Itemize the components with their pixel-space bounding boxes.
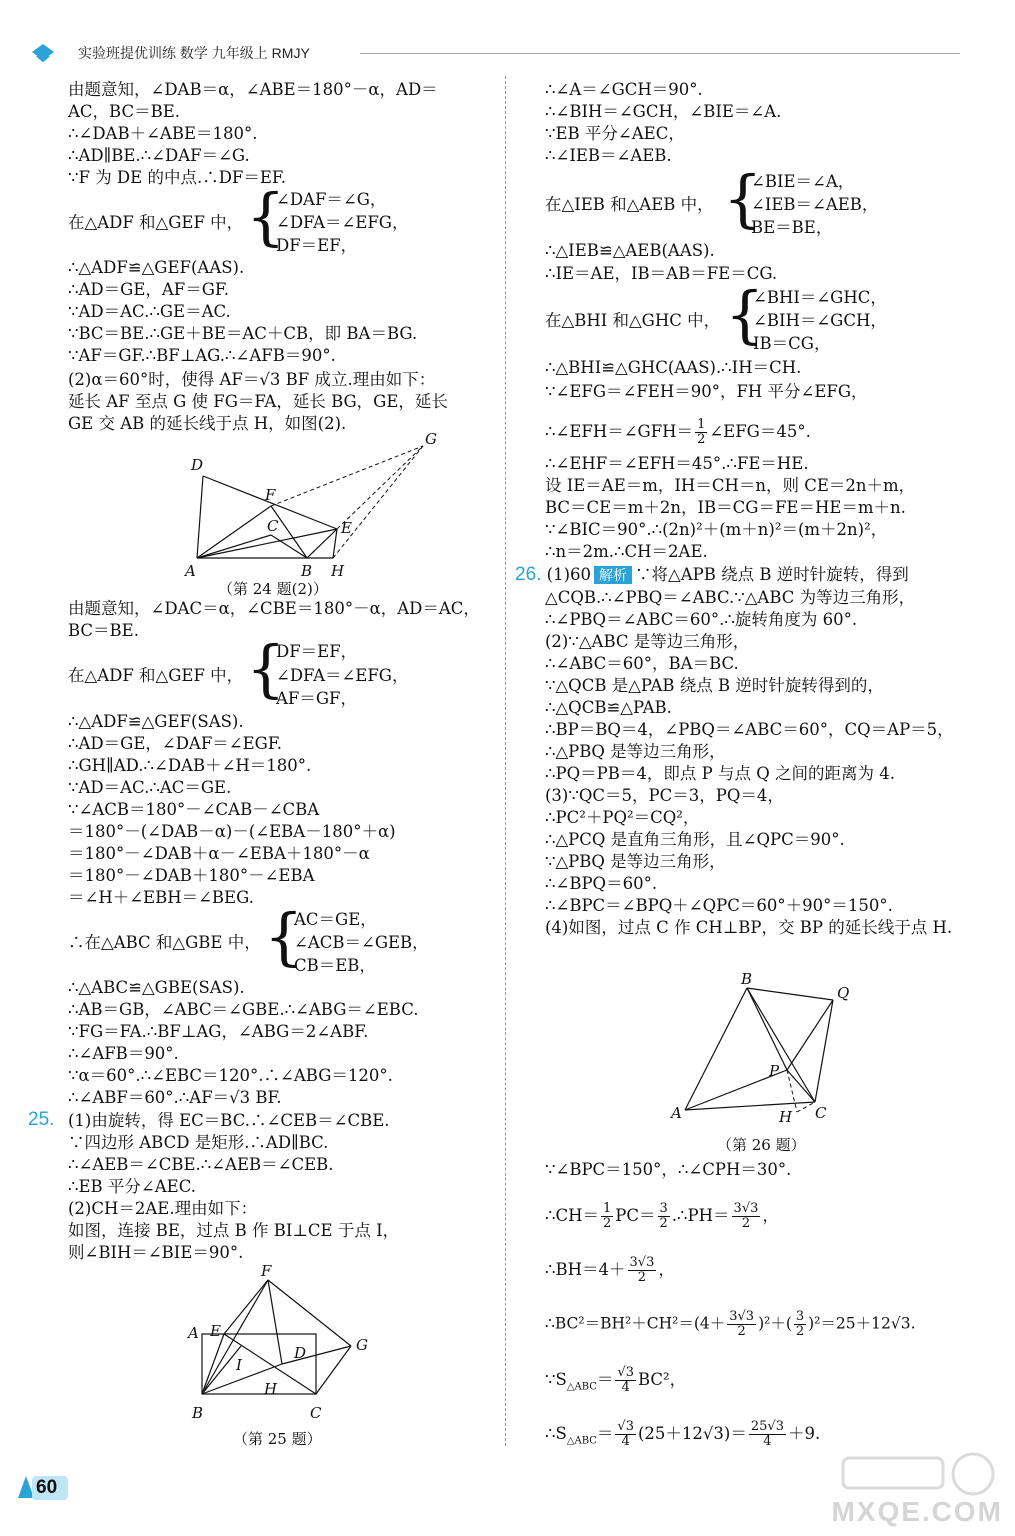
system-row: ∠DFA＝∠EFG， <box>276 666 409 685</box>
system-row: AF＝GF， <box>276 689 357 708</box>
text-line: ∴△PBQ 是等边三角形， <box>545 742 726 761</box>
text-line: ＝180°－(∠DAB－α)－(∠EBA－180°＋α) <box>68 822 396 841</box>
fraction <box>749 1420 786 1449</box>
text-part: ＝ <box>596 1370 614 1389</box>
text-line: 设 IE＝AE＝m，IH＝CH＝n，则 CE＝2n＋m， <box>545 476 916 495</box>
text-line: (2)α＝60°时，使得 AF＝√3 BF 成立.理由如下： <box>68 370 436 389</box>
text-line: BC＝BE. <box>68 621 139 640</box>
subscript: △ABC <box>566 1435 597 1447</box>
text-line: ∵FG＝FA.∴BF⊥AG，∠ABG＝2∠ABF. <box>68 1022 369 1041</box>
point-label: B <box>301 562 313 580</box>
point-label: F <box>261 1262 272 1280</box>
text-part: ， <box>762 1206 779 1225</box>
equation-line <box>545 1420 820 1451</box>
subscript: △ABC <box>566 1381 597 1393</box>
question-26-line <box>515 565 909 585</box>
system-row: BE＝BE， <box>751 218 833 237</box>
point-label: A <box>185 562 196 580</box>
system-row: DF＝EF， <box>276 642 358 661</box>
text-part: )²＋( <box>758 1314 792 1333</box>
text-line: ∴BP＝BQ＝4，∠PBQ＝∠ABC＝60°，CQ＝AP＝5， <box>545 720 954 739</box>
text-line: BC＝CE＝m＋2n，IB＝CG＝FE＝HE＝m＋n. <box>545 498 906 517</box>
text-line: ＝180°－∠DAB＋180°－∠EBA <box>68 866 315 885</box>
point-label: E <box>210 1322 221 1340</box>
brace-icon: { <box>246 180 286 253</box>
text-part: ∴CH＝ <box>545 1206 600 1225</box>
text-line: ∴∠AEB＝∠CBE.∴∠AEB＝∠CEB. <box>68 1155 334 1174</box>
figure-25 <box>186 1260 386 1430</box>
system-row: ∠DFA＝∠EFG， <box>276 213 409 232</box>
denominator: 2 <box>737 1324 746 1339</box>
text-line: ∵∠EFG＝∠FEH＝90°，FH 平分∠EFG， <box>545 382 868 401</box>
figure-caption: （第 26 题） <box>717 1136 806 1154</box>
header-rule <box>360 53 960 54</box>
text-line: 由题意知，∠DAC＝α，∠CBE＝180°－α，AD＝AC， <box>68 599 480 618</box>
text-part: ∴∠EFH＝∠GFH＝ <box>545 422 694 441</box>
figure-24-2 <box>183 430 493 580</box>
fraction <box>727 1310 756 1339</box>
analysis-tag: 解析 <box>594 566 632 584</box>
text-line: ∵∠BPC＝150°，∴∠CPH＝30°. <box>545 1160 792 1179</box>
point-label: P <box>769 1062 780 1080</box>
system-row: ∠BIH＝∠GCH， <box>753 311 887 330</box>
text-line: ∴∠IEB＝∠AEB. <box>545 146 672 165</box>
text-line: ∴IE＝AE，IB＝AB＝FE＝CG. <box>545 264 778 283</box>
text-line: ∴∠BPC＝∠BPQ＋∠QPC＝60°＋90°＝150°. <box>545 896 893 915</box>
text-line: ∴n＝2m.∴CH＝2AE. <box>545 542 708 561</box>
column-divider <box>505 76 506 1446</box>
denominator: 4 <box>621 1434 630 1449</box>
text-part: ∵S <box>545 1370 567 1389</box>
fraction <box>628 1256 657 1285</box>
text-part: ∴S <box>545 1424 567 1443</box>
denominator: 2 <box>603 1216 612 1231</box>
text-line: GE 交 AB 的延长线于点 H，如图(2). <box>68 414 347 433</box>
text-part: ＋9. <box>787 1424 821 1443</box>
point-label: C <box>267 517 279 535</box>
fraction <box>732 1202 761 1231</box>
point-label: A <box>671 1104 682 1122</box>
text-line: ∴AD＝GE，AF＝GF. <box>68 280 230 299</box>
text-line: ∴△ADF≌△GEF(AAS). <box>68 258 245 277</box>
point-label: I <box>236 1356 242 1374</box>
text-line: 如图，连接 BE，过点 B 作 BI⊥CE 于点 I， <box>68 1221 400 1240</box>
text-line: ∴△PCQ 是直角三角形，且∠QPC＝90°. <box>545 830 845 849</box>
denominator: 2 <box>659 1216 668 1231</box>
point-label: G <box>425 430 437 448</box>
text-line: (2)CH＝2AE.理由如下： <box>68 1199 258 1218</box>
numerator: 25√3 <box>750 1419 784 1434</box>
point-label: H <box>264 1380 278 1398</box>
text-line: ∴EB 平分∠AEC. <box>68 1177 196 1196</box>
numerator: 3√3 <box>729 1309 755 1324</box>
system-row: ∠BIE＝∠A， <box>751 172 855 191</box>
fraction <box>601 1202 613 1231</box>
text-line: ∵AF＝GF.∴BF⊥AG.∴∠AFB＝90°. <box>68 346 336 365</box>
text-line: ∴△ADF≌△GEF(SAS). <box>68 712 244 731</box>
numerator: 3√3 <box>629 1255 655 1270</box>
equation-line <box>545 1256 675 1285</box>
point-label: H <box>331 562 345 580</box>
system-lead: ∴在△ABC 和△GBE 中， <box>68 933 261 952</box>
text-line: ∴AD＝GE，∠DAF＝∠EGF. <box>68 734 282 753</box>
text-line: ∵△QCB 是△PAB 绕点 B 逆时针旋转得到的， <box>545 676 884 695</box>
point-label: B <box>192 1404 204 1422</box>
text-part: )²＝25＋12√3. <box>808 1314 916 1333</box>
denominator: 4 <box>763 1434 772 1449</box>
system-row: CB＝EB， <box>294 956 376 975</box>
text-part: BC²， <box>637 1370 687 1389</box>
equation-line <box>545 1310 916 1339</box>
text-line: ∴∠DAB＋∠ABE＝180°. <box>68 124 258 143</box>
brace-icon: { <box>725 278 765 351</box>
point-label: H <box>779 1108 793 1126</box>
system-lead: 在△IEB 和△AEB 中， <box>545 195 714 214</box>
denominator: 2 <box>741 1216 751 1231</box>
text-part: ， <box>658 1260 675 1279</box>
page-header <box>30 40 960 66</box>
point-label: A <box>188 1324 199 1342</box>
fraction <box>615 1420 636 1449</box>
numerator: 3 <box>659 1201 668 1216</box>
numerator: √3 <box>617 1419 634 1434</box>
text-line: ∵AD＝AC.∴AC＝GE. <box>68 778 232 797</box>
text-line: ∴△ABC≌△GBE(SAS). <box>68 978 245 997</box>
text-line: ∵AD＝AC.∴GE＝AC. <box>68 302 231 321</box>
fraction <box>658 1202 670 1231</box>
page-number-badge <box>14 1472 70 1502</box>
text-line: 由题意知，∠DAB＝α，∠ABE＝180°－α，AD＝ <box>68 80 438 99</box>
left-column <box>28 78 498 1448</box>
text-part: PC＝ <box>615 1206 656 1225</box>
numerator: 3√3 <box>733 1201 759 1216</box>
point-label: F <box>265 486 276 504</box>
point-label: B <box>741 972 753 988</box>
system-row: ∠DAF＝∠G， <box>276 190 387 209</box>
text-line: ∴∠BPQ＝60°. <box>545 874 658 893</box>
text-line: ∴∠AFB＝90°. <box>68 1044 179 1063</box>
page-number: 60 <box>36 1477 58 1498</box>
text-line: (4)如图，过点 C 作 CH⊥BP，交 BP 的延长线于点 H. <box>545 918 953 937</box>
point-label: Q <box>837 984 850 1002</box>
text-line: 延长 AF 至点 G 使 FG＝FA，延长 BG，GE，延长 <box>68 392 448 411</box>
text-part: ＝ <box>596 1424 614 1443</box>
text-line: ∴∠PBQ＝∠ABC＝60°.∴旋转角度为 60°. <box>545 610 858 629</box>
point-label: E <box>341 519 352 537</box>
text-line: ＝180°－∠DAB＋α－∠EBA＋180°－α <box>68 844 370 863</box>
text-line: ∵F 为 DE 的中点.∴DF＝EF. <box>68 168 287 187</box>
denominator: 2 <box>637 1270 647 1285</box>
right-column <box>515 78 985 1449</box>
text-line: ∴AB＝GB，∠ABC＝∠GBE.∴∠ABG＝∠EBC. <box>68 1000 419 1019</box>
system-row: ∠ACB＝∠GEB， <box>294 933 429 952</box>
text-line: ∵∠ACB＝180°－∠CAB－∠CBA <box>68 800 320 819</box>
point-label: G <box>356 1336 368 1354</box>
figure-26 <box>665 972 865 1152</box>
denominator: 2 <box>697 432 706 447</box>
fraction-line <box>545 418 811 447</box>
text-line: ∴∠BIH＝∠GCH，∠BIE＝∠A. <box>545 102 782 121</box>
text-line: ∴△QCB≌△PAB. <box>545 698 672 717</box>
text-line: ∴△BHI≌△GHC(AAS).∴IH＝CH. <box>545 358 802 377</box>
brace-icon: { <box>723 162 763 235</box>
equation-line <box>545 1366 686 1397</box>
denominator: 4 <box>621 1380 630 1395</box>
watermark-text: MXQE.COM <box>831 1496 1003 1527</box>
text-line: ∵BC＝BE.∴GE＋BE＝AC＋CB，即 BA＝BG. <box>68 324 418 343</box>
text-line: ∴PQ＝PB＝4，即点 P 与点 Q 之间的距离为 4. <box>545 764 895 783</box>
text-line: ∴∠ABC＝60°，BA＝BC. <box>545 654 739 673</box>
figure-caption: （第 25 题） <box>233 1430 322 1448</box>
text-part: .∴PH＝ <box>671 1206 730 1225</box>
text-line: (2)∵△ABC 是等边三角形， <box>545 632 750 651</box>
denominator: 2 <box>795 1324 805 1339</box>
system-lead: 在△ADF 和△GEF 中， <box>68 666 244 685</box>
text-line: AC，BC＝BE. <box>68 102 181 121</box>
numerator: 3 <box>795 1309 805 1324</box>
point-label: C <box>310 1404 322 1422</box>
text-line: ∵△PBQ 是等边三角形， <box>545 852 726 871</box>
system-row: DF＝EF， <box>276 236 358 255</box>
question-number-26: 26. <box>515 564 542 585</box>
text-line: ∴∠EHF＝∠EFH＝45°.∴FE＝HE. <box>545 454 809 473</box>
brace-icon: { <box>264 900 304 973</box>
system-row: ∠IEB＝∠AEB， <box>751 195 879 214</box>
figure-caption: （第 24 题(2)） <box>218 580 328 598</box>
equation-line <box>545 1202 779 1231</box>
point-label: D <box>294 1344 307 1362</box>
text-part: ∴BC²＝BH²＋CH²＝(4＋ <box>545 1314 726 1333</box>
text-line: ∴PC²＋PQ²＝CQ²， <box>545 808 700 827</box>
brace-icon: { <box>246 632 286 705</box>
text-line: ∴△IEB≌△AEB(AAS). <box>545 241 715 260</box>
text-line: ∵α＝60°.∴∠EBC＝120°.∴∠ABG＝120°. <box>68 1066 393 1085</box>
system-row: IB＝CG， <box>753 334 831 353</box>
text-part: ∴BH＝4＋ <box>545 1260 626 1279</box>
system-row: AC＝GE， <box>294 910 377 929</box>
system-row: ∠BHI＝∠GHC， <box>753 288 887 307</box>
numerator: 1 <box>697 417 706 432</box>
text-part: ∵将△APB 绕点 B 逆时针旋转，得到 <box>635 565 909 584</box>
watermark <box>823 1448 1003 1528</box>
text-line: ∵EB 平分∠AEC， <box>545 124 685 143</box>
text-line: (3)∵QC＝5，PC＝3，PQ＝4， <box>545 786 784 805</box>
fraction <box>615 1366 636 1395</box>
text-line: △CQB.∴∠PBQ＝∠ABC.∵△ABC 为等边三角形， <box>545 588 916 607</box>
text-line: 则∠BIH＝∠BIE＝90°. <box>68 1243 244 1262</box>
numerator: 1 <box>603 1201 612 1216</box>
book-logo-icon <box>30 42 56 64</box>
text-line: (1)由旋转，得 EC＝BC.∴∠CEB＝∠CBE. <box>68 1111 390 1130</box>
text-part: (1)60 <box>546 565 592 584</box>
fraction <box>794 1310 806 1339</box>
header-title: 实验班提优训练 数学 九年级上 RMJY <box>78 45 310 61</box>
point-label: C <box>815 1104 827 1122</box>
question-number <box>28 1110 54 1130</box>
system-lead: 在△BHI 和△GHC 中， <box>545 311 721 330</box>
text-line: ∴GH∥AD.∴∠DAB＋∠H＝180°. <box>68 756 312 775</box>
fraction <box>695 418 707 447</box>
text-line: ∵∠BIC＝90°.∴(2n)²＋(m＋n)²＝(m＋2n)²， <box>545 520 888 539</box>
point-label: D <box>191 456 204 474</box>
watermark-logo-icon <box>823 1448 1003 1498</box>
text-line: ∴AD∥BE.∴∠DAF＝∠G. <box>68 146 250 165</box>
text-part: ∠EFG＝45°. <box>709 422 811 441</box>
text-line: ＝∠H＋∠EBH＝∠BEG. <box>68 888 254 907</box>
text-line: ∴∠ABF＝60°.∴AF＝√3 BF. <box>68 1088 282 1107</box>
text-line: ∴∠A＝∠GCH＝90°. <box>545 80 703 99</box>
text-line: ∵四边形 ABCD 是矩形.∴AD∥BC. <box>68 1133 329 1152</box>
numerator: √3 <box>617 1365 634 1380</box>
system-lead: 在△ADF 和△GEF 中， <box>68 213 244 232</box>
text-part: (25＋12√3)＝ <box>637 1424 747 1443</box>
question-number-25: 25. <box>28 1109 55 1130</box>
